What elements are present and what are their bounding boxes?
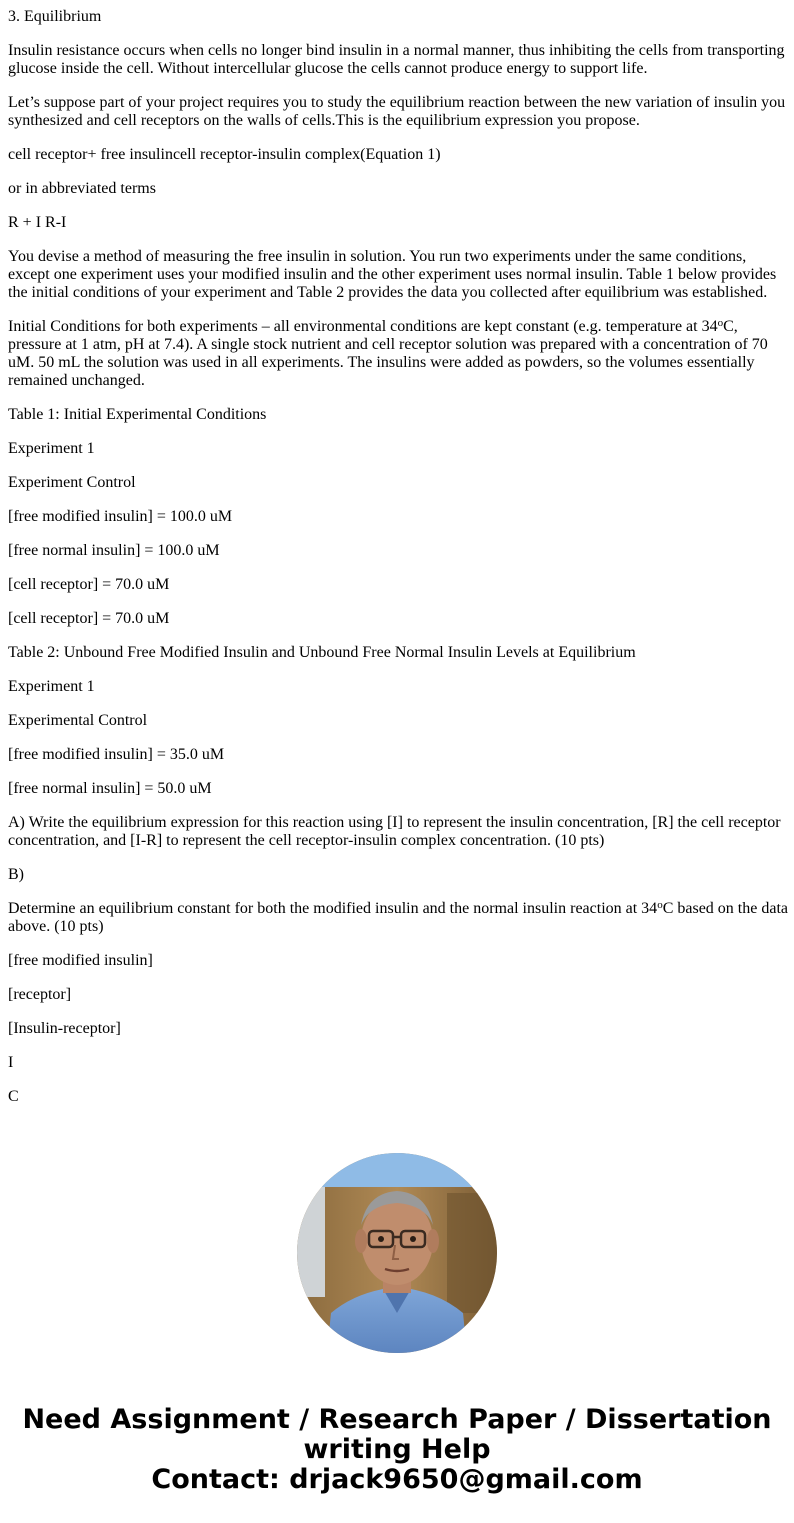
author-portrait-image: [297, 1153, 497, 1353]
promo-line-2: writing Help: [303, 1434, 491, 1465]
table2-cell-normal-insulin: [free normal insulin] = 50.0 uM: [8, 780, 212, 797]
project-paragraph: Let’s suppose part of your project requires you to study the equilibrium reaction between the new variation of insulin you synthesized and cell receptors on the walls of cells.This is the equilibrium expression you propose.: [8, 94, 786, 129]
table1-cell-normal-insulin: [free normal insulin] = 100.0 uM: [8, 542, 220, 559]
table1-header-experiment: Experiment 1: [8, 440, 95, 457]
promo-contact: Contact: drjack9650@gmail.com: [151, 1464, 643, 1495]
table2-cell-modified-insulin: [free modified insulin] = 35.0 uM: [8, 746, 225, 763]
intro-paragraph: Insulin resistance occurs when cells no longer bind insulin in a normal manner, thus inhibiting the cells from transporting glucose inside the cell. Without intercellular glucose the cells cannot produce energy to support life.: [8, 42, 785, 77]
table1-cell-receptor-exp: [cell receptor] = 70.0 uM: [8, 576, 170, 593]
equation-full: cell receptor+ free insulincell receptor-insulin complex(Equation 1): [8, 146, 441, 163]
question-b-text-b: C based on the data above. (10 pts): [8, 900, 788, 935]
ice-header-modified-insulin: [free modified insulin]: [8, 952, 153, 969]
question-a: A) Write the equilibrium expression for this reaction using [I] to represent the insulin concentration, [R] the cell receptor concentration, and [I-R] to represent the cell receptor-insulin complex concentration. (10 pts): [8, 814, 781, 849]
abbreviation-intro: or in abbreviated terms: [8, 180, 156, 197]
equation-abbreviated: R + I R-I: [8, 214, 67, 231]
method-paragraph: You devise a method of measuring the free insulin in solution. You run two experiments under the same conditions, except one experiment uses your modified insulin and the other experiment uses normal insulin. Table 1 below provides the initial conditions of your experiment and Table 2 provides the data you collected after equilibrium was established.: [8, 248, 777, 301]
degree-superscript: o: [657, 899, 663, 911]
table1-title: Table 1: Initial Experimental Conditions: [8, 406, 267, 423]
table1-cell-receptor-control: [cell receptor] = 70.0 uM: [8, 610, 170, 627]
initial-conditions-text-a: Initial Conditions for both experiments – all environmental conditions are kept constant (e.g. temperature at 34: [8, 318, 718, 335]
table1-header-control: Experiment Control: [8, 474, 136, 491]
author-avatar: [297, 1153, 497, 1353]
question-b-text-a: Determine an equilibrium constant for both the modified insulin and the normal insulin reaction at 34: [8, 900, 658, 917]
section-heading: 3. Equilibrium: [8, 8, 102, 25]
initial-conditions-paragraph: [8, 318, 790, 390]
document-body: [8, 8, 790, 1122]
table2-title: Table 2: Unbound Free Modified Insulin and Unbound Free Normal Insulin Levels at Equilibrium: [8, 644, 636, 661]
question-b-label: B): [8, 866, 24, 883]
table2-header-control: Experimental Control: [8, 712, 148, 729]
ice-row-change: C: [8, 1088, 19, 1105]
promo-line-1: Need Assignment / Research Paper / Dissertation: [22, 1404, 772, 1435]
ice-row-initial: I: [8, 1054, 14, 1071]
ice-header-insulin-receptor: [Insulin-receptor]: [8, 1020, 121, 1037]
question-b-text: [8, 900, 790, 936]
table2-header-experiment: Experiment 1: [8, 678, 95, 695]
table1-cell-modified-insulin: [free modified insulin] = 100.0 uM: [8, 508, 233, 525]
degree-superscript: o: [717, 317, 724, 329]
ice-header-receptor: [receptor]: [8, 986, 72, 1003]
promo-banner: [0, 1405, 794, 1495]
initial-conditions-text-b: C, pressure at 1 atm, pH at 7.4). A single stock nutrient and cell receptor solution was prepared with a concentration of 70 uM. 50 mL the solution was used in all experiments. The insulins were added as powders, so the volumes essentially remained unchanged.: [8, 318, 768, 389]
